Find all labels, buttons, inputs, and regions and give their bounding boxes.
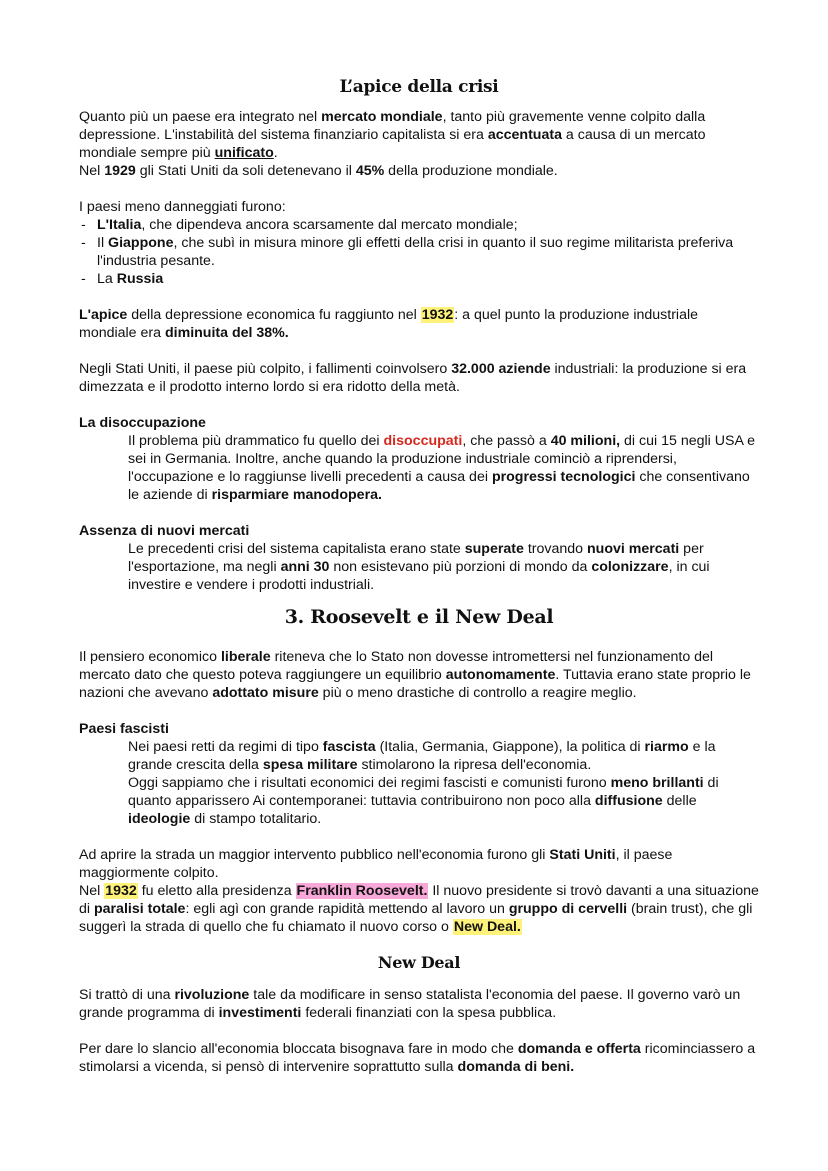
highlight-yellow: 1932 xyxy=(105,883,137,899)
list-item xyxy=(79,216,759,234)
paragraph-rivoluzione xyxy=(79,986,759,1022)
highlight-yellow: 1932 xyxy=(421,307,454,323)
paragraph-paesi-fascisti xyxy=(79,738,759,828)
text: Il xyxy=(97,235,109,251)
text: , che passò a xyxy=(462,433,551,449)
text: per l'esportazione, ma negli xyxy=(128,541,704,575)
text: della depressione economica fu raggiunto nel xyxy=(127,307,421,323)
text: riteneva che lo Stato non dovesse intromettersi nel funzionamento del mercato dato che questo poteva raggiungere un equilibrio xyxy=(79,649,714,683)
bold-text: domanda di beni. xyxy=(457,1059,575,1075)
bold-text: accentuata xyxy=(487,127,562,143)
bold-text: fascista xyxy=(322,739,376,755)
bold-text: 1929 xyxy=(104,163,136,179)
text: fu eletto alla presidenza xyxy=(137,883,296,899)
bold-text: Stati Uniti xyxy=(549,847,616,863)
bold-text: diminuita del 38%. xyxy=(164,325,289,341)
text: Quanto più un paese era integrato nel xyxy=(79,109,322,125)
bold-text: L'Italia xyxy=(97,217,142,233)
underlined-text: unificato xyxy=(214,145,274,161)
text: , il paese maggiormente colpito. xyxy=(79,847,673,881)
text: più o meno drastiche di controllo a reagire meglio. xyxy=(318,685,637,701)
bold-text: nuovi mercati xyxy=(586,541,680,557)
text: , che dipendeva ancora scarsamente dal mercato mondiale; xyxy=(141,217,518,233)
text: , che subì in misura minore gli effetti della crisi in quanto il suo regime militarista preferiva l'industria pesante. xyxy=(97,235,734,269)
text: industriali: la produzione si era dimezzata e il prodotto interno lordo si era ridotto della metà. xyxy=(79,361,747,395)
bold-text: autonomamente xyxy=(445,667,556,683)
text: Il problema più drammatico fu quello dei xyxy=(128,433,384,449)
list-item xyxy=(79,234,759,270)
text: Negli Stati Uniti, il paese più colpito, i fallimenti coinvolsero xyxy=(79,361,452,377)
bold-text: progressi tecnologici xyxy=(491,469,636,485)
paragraph-nuovi-mercati xyxy=(79,540,759,594)
text: a causa di un mercato mondiale sempre più xyxy=(79,127,706,161)
text: delle xyxy=(662,793,697,809)
bold-text: riarmo xyxy=(644,739,689,755)
section-title-roosevelt: 3. Roosevelt e il New Deal xyxy=(284,606,554,628)
paragraph-domanda-offerta xyxy=(79,1040,759,1076)
subheading-disoccupazione: La disoccupazione xyxy=(79,415,206,431)
text: (brain trust), che gli suggerì la strada di quello che fu chiamato il nuovo corso o xyxy=(79,901,753,935)
bold-text: superate xyxy=(464,541,524,557)
subheading-paesi-fascisti: Paesi fascisti xyxy=(79,721,169,737)
bold-text: spesa militare xyxy=(262,757,358,773)
bold-text: 45% xyxy=(355,163,385,179)
text: Oggi sappiamo che i risultati economici dei regimi fascisti e comunisti furono xyxy=(128,775,611,791)
red-text: disoccupati xyxy=(383,433,463,449)
text: che consentivano le aziende di xyxy=(128,469,750,503)
text: trovando xyxy=(523,541,587,557)
text: . Tuttavia erano state proprio le nazioni che avevano xyxy=(79,667,751,701)
paragraph-disoccupazione xyxy=(79,432,759,504)
text: Per dare lo slancio all'economia bloccata bisognava fare in modo che xyxy=(79,1041,518,1057)
text: Nei paesi retti da regimi di tipo xyxy=(128,739,323,755)
section-title-apice: L’apice della crisi xyxy=(339,77,499,97)
bold-text: Giappone xyxy=(108,235,174,251)
bold-text: diffusione xyxy=(594,793,663,809)
bold-text: adottato misure xyxy=(212,685,319,701)
text: di cui 15 negli USA e sei in Germania. Inoltre, anche quando la produzione industriale cominciò a riprendersi, l'occupazione e lo raggiunse livelli precedenti a causa dei xyxy=(128,433,755,485)
text: gli Stati Uniti da soli detenevano il xyxy=(135,163,356,179)
highlight-yellow: New Deal. xyxy=(453,919,521,935)
bold-text: Russia xyxy=(116,271,164,287)
text: tale da modificare in senso statalista l'economia del paese. Il governo varò un grande programma di xyxy=(79,987,741,1021)
text: Il nuovo presidente si trovò davanti a una situazione di xyxy=(79,883,759,917)
text: federali finanziati con la spesa pubblica. xyxy=(301,1005,557,1021)
bold-text: paralisi totale xyxy=(93,901,186,917)
paragraph-liberale xyxy=(79,648,759,702)
bold-text: 32.000 aziende xyxy=(451,361,551,377)
bold-text: 40 milioni, xyxy=(550,433,621,449)
bold-text: L'apice xyxy=(79,307,128,323)
bold-text: gruppo di cervelli xyxy=(508,901,628,917)
list-intro: I paesi meno danneggiati furono: xyxy=(79,199,286,215)
text: La xyxy=(97,271,117,287)
section-title-new-deal: New Deal xyxy=(377,953,461,972)
text: Nel xyxy=(79,163,105,179)
bold-text: risparmiare manodopera. xyxy=(211,487,382,503)
text: e la grande crescita della xyxy=(128,739,716,773)
paragraph-apice xyxy=(79,306,759,342)
text: . xyxy=(273,145,278,161)
bold-text: mercato mondiale xyxy=(321,109,443,125)
bold-text: rivoluzione xyxy=(174,987,250,1003)
paragraph-1929 xyxy=(79,162,759,180)
text: (Italia, Germania, Giappone), la politica di xyxy=(375,739,645,755)
text: di stampo totalitario. xyxy=(190,811,322,827)
text: della produzione mondiale. xyxy=(384,163,558,179)
text-block xyxy=(128,738,759,774)
bold-text: investimenti xyxy=(218,1005,302,1021)
bold-text: liberale xyxy=(220,649,271,665)
text: non esistevano più porzioni di mondo da xyxy=(329,559,592,575)
text: : a quel punto la produzione industriale mondiale era xyxy=(79,307,699,341)
bold-text: domanda e offerta xyxy=(517,1041,641,1057)
text: stimolarono la ripresa dell'economia. xyxy=(357,757,592,773)
text: : egli agì con grande rapidità mettendo al lavoro un xyxy=(185,901,509,917)
text: Il pensiero economico xyxy=(79,649,221,665)
bold-text: anni 30 xyxy=(280,559,330,575)
paragraph-stati-uniti xyxy=(79,360,759,396)
highlight-pink: Franklin Roosevelt. xyxy=(296,883,428,899)
text: Nel xyxy=(79,883,105,899)
text-block xyxy=(128,774,759,828)
subheading-nuovi-mercati: Assenza di nuovi mercati xyxy=(79,523,250,539)
bold-text: colonizzare xyxy=(591,559,669,575)
text: Le precedenti crisi del sistema capitalista erano state xyxy=(128,541,465,557)
text: Si trattò di una xyxy=(79,987,175,1003)
text: , in cui investire e vendere i prodotti industriali. xyxy=(128,559,710,593)
paragraph-roosevelt xyxy=(79,882,759,936)
list-item xyxy=(79,270,759,288)
document-page xyxy=(79,78,759,1076)
paragraph-intervento-pubblico xyxy=(79,846,759,882)
bold-text: meno brillanti xyxy=(610,775,704,791)
bold-text: ideologie xyxy=(128,811,191,827)
text: , tanto più gravemente venne colpito dalla depressione. L'instabilità del sistema finanziario capitalista si era xyxy=(79,109,706,143)
countries-list xyxy=(79,216,759,288)
text: ricominciassero a stimolarsi a vicenda, si pensò di intervenire soprattutto sulla xyxy=(79,1041,756,1075)
text: di quanto apparissero Ai contemporanei: tuttavia contribuirono non poco alla xyxy=(128,775,719,809)
text: Ad aprire la strada un maggior intervento pubblico nell'economia furono gli xyxy=(79,847,550,863)
paragraph-mercato-mondiale xyxy=(79,108,759,162)
